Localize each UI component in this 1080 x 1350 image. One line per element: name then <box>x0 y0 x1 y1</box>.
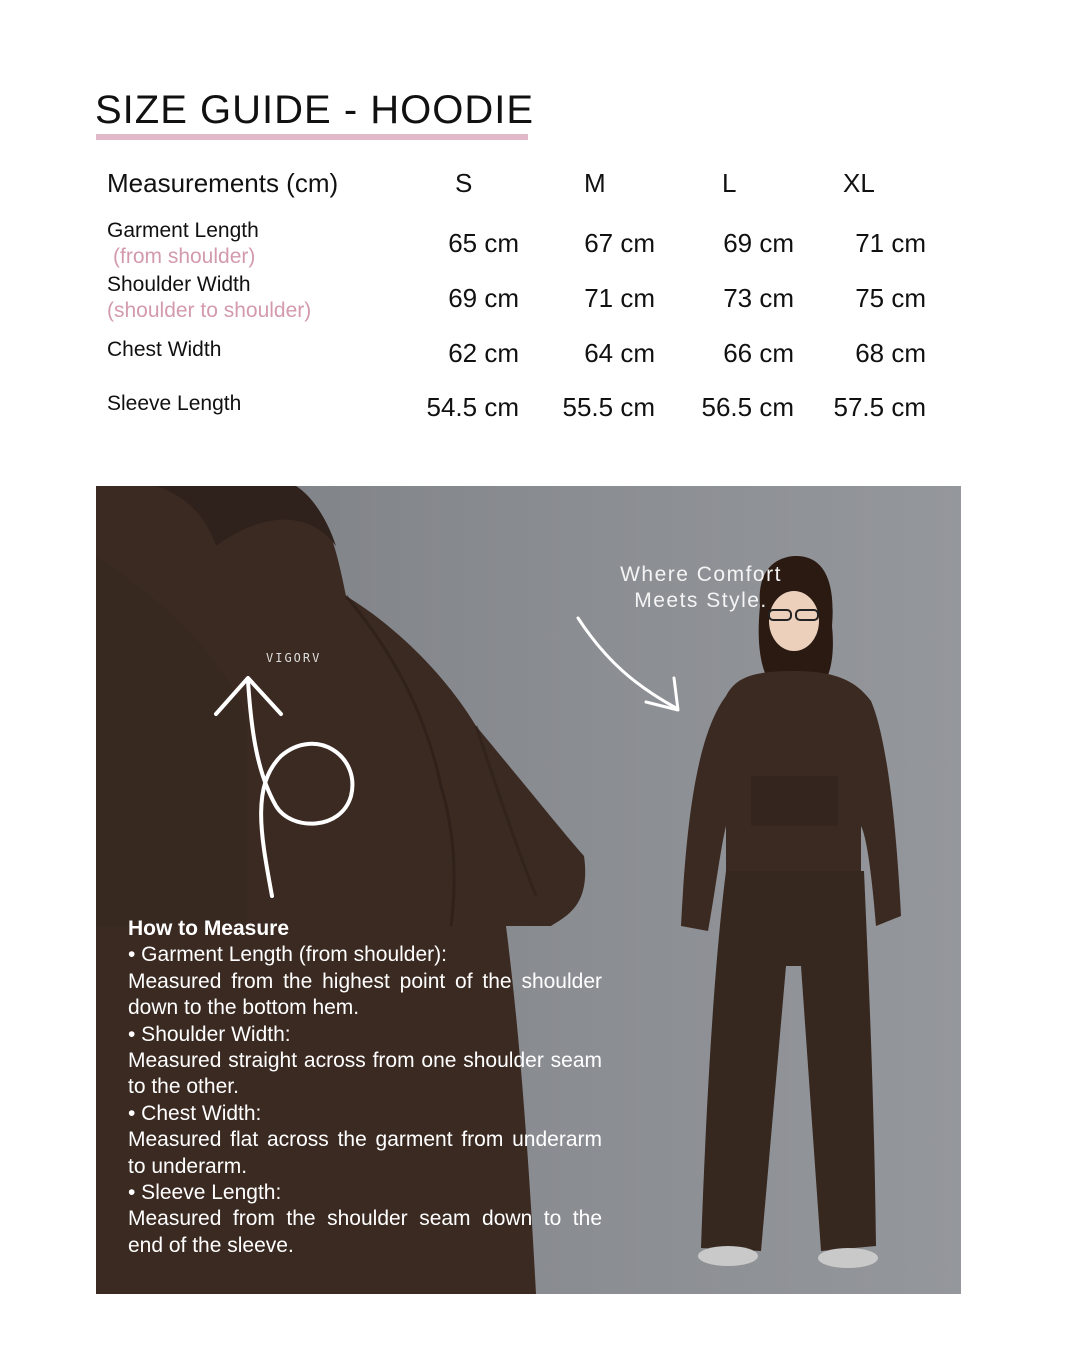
cell-shoulder-s: 69 cm <box>448 283 519 313</box>
row-label-text: Shoulder Width <box>107 273 251 296</box>
title-underline <box>96 134 528 140</box>
row-label-chest-width <box>107 337 221 363</box>
measure-item-text: Measured flat across the garment from underarm to underarm. <box>128 1128 602 1178</box>
row-label-shoulder-width <box>107 272 311 324</box>
measure-item-title: • Garment Length (from shoulder): <box>128 943 447 967</box>
row-label-text: Chest Width <box>107 338 222 361</box>
cell-sleeve-l: 56.5 cm <box>701 392 794 422</box>
row-label-text: Garment Length <box>107 219 259 242</box>
cell-shoulder-xl: 75 cm <box>855 283 926 313</box>
cell-sleeve-xl: 57.5 cm <box>833 392 926 422</box>
how-to-measure <box>128 916 602 1259</box>
size-header-l: L <box>722 168 737 198</box>
cell-chest-s: 62 cm <box>448 338 519 368</box>
row-label-sleeve-length <box>107 391 241 417</box>
cell-garment-m: 67 cm <box>584 228 655 258</box>
cell-sleeve-m: 55.5 cm <box>562 392 655 422</box>
cell-chest-xl: 68 cm <box>855 338 926 368</box>
table-header-measurements: Measurements (cm) <box>107 168 339 198</box>
cell-garment-xl: 71 cm <box>855 228 926 258</box>
how-to-measure-heading: How to Measure <box>128 917 290 940</box>
measure-item-title: • Shoulder Width: <box>128 1022 291 1046</box>
cell-shoulder-m: 71 cm <box>584 283 655 313</box>
size-header-s: S <box>455 168 473 198</box>
cell-garment-s: 65 cm <box>448 228 519 258</box>
size-header-m: M <box>584 168 606 198</box>
measure-item-text: Measured from the highest point of the shoulder down to the bottom hem. <box>128 969 602 1020</box>
cell-sleeve-s: 54.5 cm <box>426 392 519 422</box>
measure-item-title: • Sleeve Length: <box>128 1181 282 1205</box>
page-title: SIZE GUIDE - HOODIE <box>95 88 535 132</box>
row-label-sub: (shoulder to shoulder) <box>107 299 312 322</box>
product-photo <box>96 486 961 1294</box>
cell-garment-l: 69 cm <box>723 228 794 258</box>
row-label-text: Sleeve Length <box>107 392 242 415</box>
cell-shoulder-l: 73 cm <box>723 283 794 313</box>
hoodie-logo: VIGORV <box>266 651 322 665</box>
measure-item-title: • Chest Width: <box>128 1101 262 1125</box>
slogan-line-1: Where Comfort <box>620 563 782 586</box>
row-label-garment-length <box>107 218 259 270</box>
cell-chest-l: 66 cm <box>723 338 794 368</box>
slogan <box>596 562 806 614</box>
size-header-xl: XL <box>843 168 875 198</box>
row-label-sub: (from shoulder) <box>113 245 256 268</box>
slogan-line-2: Meets Style. <box>634 589 768 612</box>
measure-item-text: Measured straight across from one shoulder seam to the other. <box>128 1049 602 1099</box>
cell-chest-m: 64 cm <box>584 338 655 368</box>
measure-item-text: Measured from the shoulder seam down to the end of the sleeve. <box>128 1207 602 1257</box>
